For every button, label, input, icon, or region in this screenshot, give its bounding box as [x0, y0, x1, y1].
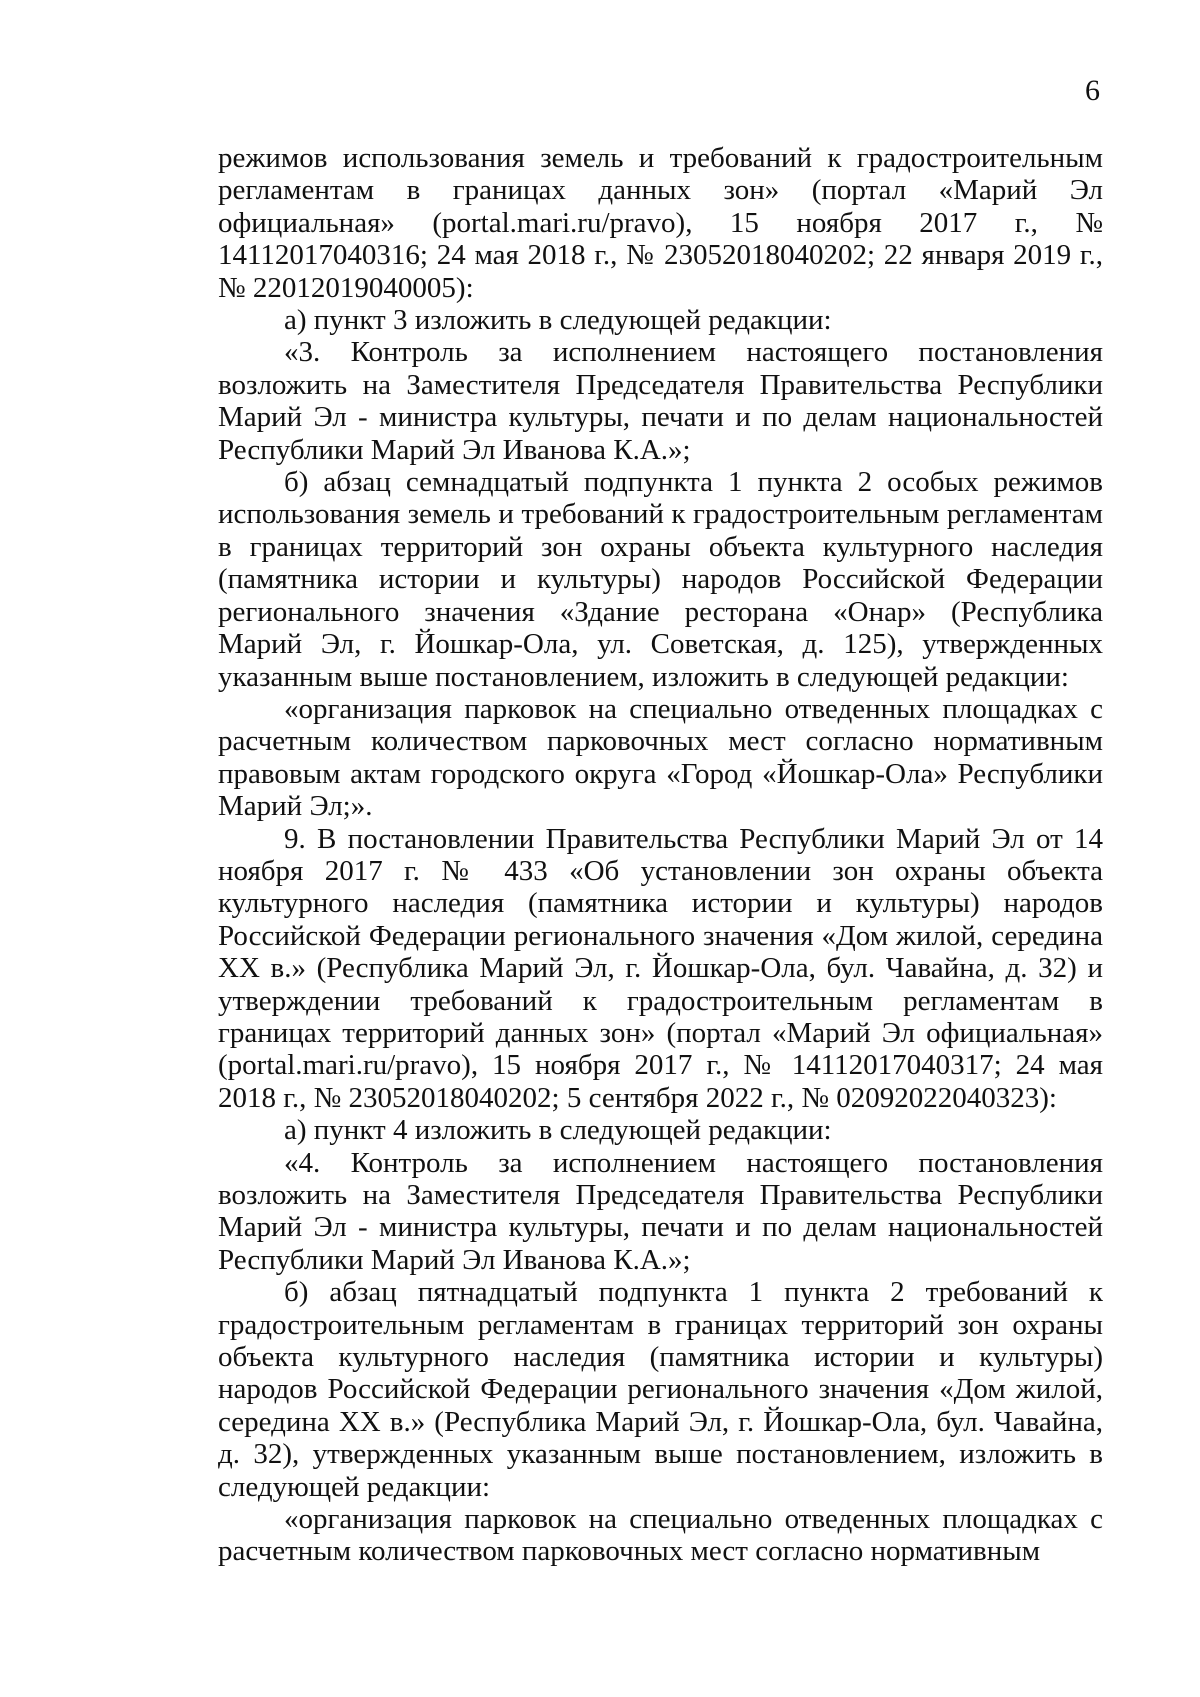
paragraph-point-3-text: «3. Контроль за исполнением настоящего постановления возложить на Заместителя Председателя Правительства Республики Марий Эл - министра культуры, печати и по делам национальностей Республики Марий Эл Иванова К.А.»;	[218, 336, 1103, 466]
paragraph-item-b-2: б) абзац пятнадцатый подпункта 1 пункта 2 требований к градостроительным регламентам в границах территорий зон охраны объекта культурного наследия (памятника истории и культуры) народов Российской Федерации регионального значения «Дом жилой, середина XX в.» (Республика Марий Эл, г. Йошкар-Ола, бул. Чавайна, д. 32), утвержденных указанным выше постановлением, изложить в следующей редакции:	[218, 1276, 1103, 1503]
paragraph-item-b-1: б) абзац семнадцатый подпункта 1 пункта 2 особых режимов использования земель и требований к градостроительным регламентам в границах территорий зон охраны объекта культурного наследия (памятника истории и культуры) народов Российской Федерации регионального значения «Здание ресторана «Онар» (Республика Марий Эл, г. Йошкар-Ола, ул. Советская, д. 125), утвержденных указанным выше постановлением, изложить в следующей редакции:	[218, 466, 1103, 693]
document-body	[218, 142, 1103, 1568]
paragraph-continuation: режимов использования земель и требований к градостроительным регламентам в границах данных зон» (портал «Марий Эл официальная» (portal.mari.ru/pravo), 15 ноября 2017 г., № 14112017040316; 24 мая 2018 г., № 23052018040202; 22 января 2019 г., № 22012019040005):	[218, 142, 1103, 304]
paragraph-item-a-1: а) пункт 3 изложить в следующей редакции:	[284, 304, 832, 337]
paragraph-item-a-2: а) пункт 4 изложить в следующей редакции:	[284, 1114, 832, 1147]
paragraph-point-4-text: «4. Контроль за исполнением настоящего постановления возложить на Заместителя Председателя Правительства Республики Марий Эл - министра культуры, печати и по делам национальностей Республики Марий Эл Иванова К.А.»;	[218, 1146, 1103, 1276]
paragraph-parking-1: «организация парковок на специально отведенных площадках с расчетным количеством парковочных мест согласно нормативным правовым актам городского округа «Город «Йошкар-Ола» Республики Марий Эл;».	[218, 692, 1103, 823]
page-number: 6	[1085, 74, 1100, 107]
paragraph-parking-2: «организация парковок на специально отведенных площадках с расчетным количеством парковочных мест согласно нормативным	[218, 1503, 1103, 1568]
paragraph-section-9: 9. В постановлении Правительства Республики Марий Эл от 14 ноября 2017 г. № 433 «Об установлении зон охраны объекта культурного наследия (памятника истории и культуры) народов Российской Федерации регионального значения «Дом жилой, середина XX в.» (Республика Марий Эл, г. Йошкар-Ола, бул. Чавайна, д. 32) и утверждении требований к градостроительным регламентам в границах территорий данных зон» (портал «Марий Эл официальная» (portal.mari.ru/pravo), 15 ноября 2017 г., № 14112017040317; 24 мая 2018 г., № 23052018040202; 5 сентября 2022 г., № 02092022040323):	[218, 822, 1103, 1114]
